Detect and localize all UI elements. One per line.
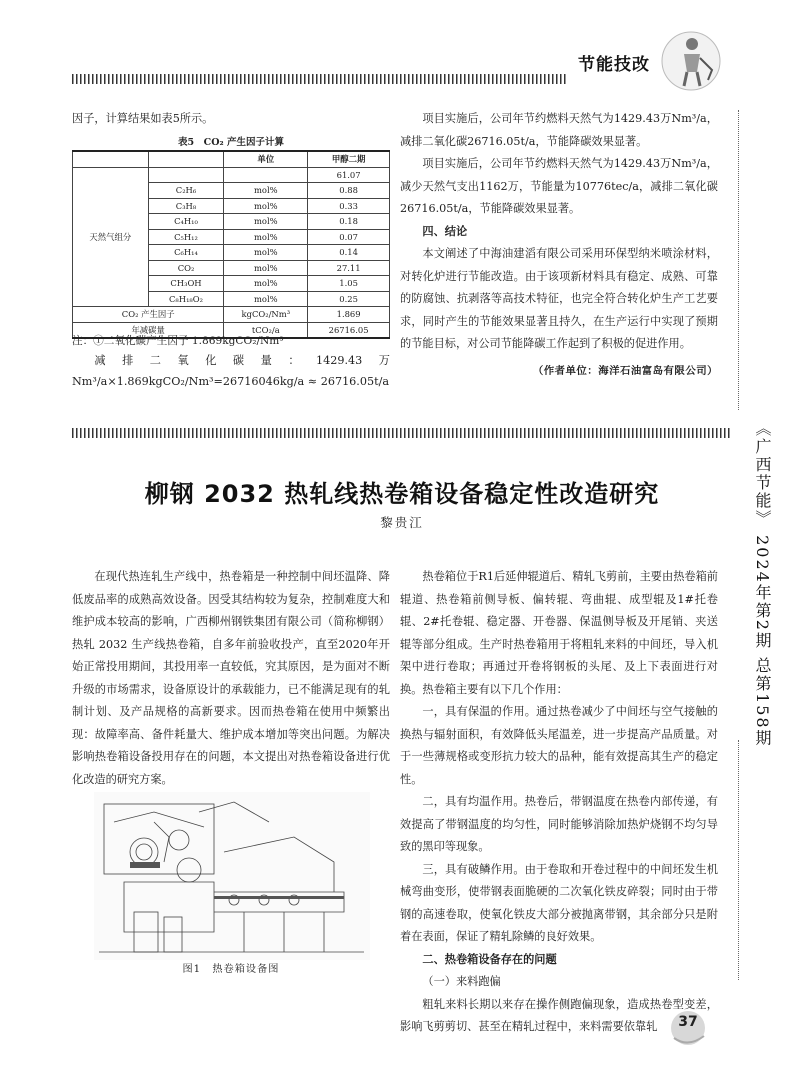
page-number: 37 (678, 1014, 698, 1030)
journal-sidebar: 《广西节能》 2024年第2期 总第158期 (753, 420, 772, 748)
table-cell: mol% (224, 245, 308, 261)
table-cell: 0.25 (308, 291, 390, 307)
conclusion-heading: 四、结论 (422, 224, 468, 238)
hot-coil-box-figure (94, 792, 370, 960)
table-cell: 年减碳量 (73, 322, 224, 338)
table-cell: 1.869 (308, 307, 390, 323)
table-header-empty (73, 151, 149, 167)
author-affiliation: （作者单位：海洋石油富岛有限公司） (532, 365, 718, 377)
table-header: 甲醇二期 (308, 151, 390, 167)
table-row (73, 167, 390, 183)
table-cell: 61.07 (308, 167, 390, 183)
table-cell: C₆H₁₄ (148, 245, 224, 261)
table-note: 注：①二氧化碳产生因子 1.869kgCO₂/Nm³ (72, 335, 284, 347)
article-author: 黎贵江 (380, 515, 424, 530)
table-cell: C₈H₁₈O₂ (148, 291, 224, 307)
article-title: 柳钢 2032 热轧线热卷箱设备稳定性改造研究 (144, 480, 660, 508)
co2-factor-table (72, 150, 390, 339)
table-cell: C₃H₈ (148, 198, 224, 214)
paragraph: 粗轧来料长期以来存在操作侧跑偏现象，造成热卷型变差，影响飞剪剪切、甚至在精轧过程中，来料需要依靠轧 (400, 997, 718, 1033)
table-cell: mol% (224, 291, 308, 307)
subsection-heading: （一）来料跑偏 (422, 975, 501, 988)
table-cell: CO₂ 产生因子 (73, 307, 224, 323)
table-cell: 27.11 (308, 260, 390, 276)
table-cell: mol% (224, 183, 308, 199)
table-cell: 1.05 (308, 276, 390, 292)
table-cell: kgCO₂/Nm³ (224, 307, 308, 323)
table-cell (224, 167, 308, 183)
paragraph: 在现代热连轧生产线中，热卷箱是一种控制中间坯温降、降低废品率的成熟高效设备。因受其结构较为复杂，控制难度大和维护成本较高的影响，广西柳州钢铁集团有限公司（简称柳钢）热轧 2032 生产线热卷箱，自多年前验收投产，直至2020年开始正常投用期间，其投用率一直较低，究其原因，是为面对不断升级的市场需求，设备原设计的承载能力，已不能满足现有的轧制计划、及产品规格的高新要求。因而热卷箱在使用中频繁出现：故障率高、备件耗量大、维护成本增加等突出问题。为解决影响热卷箱设备投用存在的问题，本文提出对热卷箱设备进行优化改造的研究方案。 (72, 570, 390, 786)
table-cell: mol% (224, 229, 308, 245)
table-header-empty (148, 151, 224, 167)
table-cell: mol% (224, 276, 308, 292)
table-cell: tCO₂/a (224, 322, 308, 338)
table-cell (148, 167, 224, 183)
table-cell: mol% (224, 198, 308, 214)
table-cell: CO₂ (148, 260, 224, 276)
table-cell: 0.07 (308, 229, 390, 245)
paragraph: 本文阐述了中海油建滔有限公司采用环保型纳米喷涂材料，对转化炉进行节能改造。由于该项新材料具有稳定、成熟、可靠的防腐蚀、抗剥落等高技术特征，也完全符合转化炉生产工艺要求，同时产生的节能效果显著且持久，在生产运行中实现了预期的节能目标，对公司节能降碳工作起到了积极的促进作用。 (400, 247, 718, 350)
calculation-text: 减排二氧化碳量：1429.43万 Nm³/a×1.869kgCO₂/Nm³=26716046kg/a ≈ 26716.05t/a (72, 354, 390, 388)
figure-caption: 图1 热卷箱设备图 (182, 964, 280, 975)
paragraph: 项目实施后，公司年节约燃料天然气为1429.43万Nm³/a，减排二氧化碳26716.05t/a，节能降碳效果显著。 (400, 112, 718, 148)
paragraph: 项目实施后，公司年节约燃料天然气为1429.43万Nm³/a，减少天然气支出1162万，节能量为10776tec/a，减排二氧化碳26716.05t/a，节能降碳效果显著。 (400, 157, 718, 215)
table-caption: 表5 CO₂ 产生因子计算 (178, 137, 284, 148)
paragraph: 三，具有破鳞作用。由于卷取和开卷过程中的中间坯发生机械弯曲变形，使带钢表面脆硬的二次氧化铁皮碎裂；同时由于带钢的高速卷取，使氧化铁皮大部分被抛离带钢，其余部分只是附着在表面，保证了精轧除鳞的良好效果。 (400, 862, 718, 943)
table-group-label: 天然气组分 (73, 167, 149, 307)
table-cell: mol% (224, 260, 308, 276)
top-right-column (400, 108, 718, 356)
section-heading: 二、热卷箱设备存在的问题 (422, 952, 557, 966)
section-title: 节能技改 (578, 55, 650, 75)
table-cell: C₅H₁₂ (148, 229, 224, 245)
table-cell: CH₃OH (148, 276, 224, 292)
table-cell: C₂H₆ (148, 183, 224, 199)
header-rule (72, 74, 567, 84)
top-left-intro: 因子，计算结果如表5所示。 (72, 112, 214, 125)
sidebar-rule-bottom (738, 740, 739, 980)
table-header-row (73, 151, 390, 167)
table-cell: 0.88 (308, 183, 390, 199)
paragraph: 二，具有均温作用。热卷后，带钢温度在热卷内部传递，有效提高了带钢温度的均匀性，同时能够消除加热炉烧钢不均匀导致的黑印等现象。 (400, 795, 718, 853)
table-header: 单位 (224, 151, 308, 167)
paragraph: 一，具有保温的作用。通过热卷减少了中间坯与空气接触的换热与辐射面积，有效降低头尾温差，进一步提高产品质量。对于一些薄规格或变形抗力较大的品种，能有效提高其生产的稳定性。 (400, 705, 718, 786)
table-cell: 0.18 (308, 214, 390, 230)
bottom-left-column (72, 566, 390, 814)
table-cell: 0.33 (308, 198, 390, 214)
bottom-right-column (400, 566, 718, 1039)
paragraph: 热卷箱位于R1后延伸辊道后、精轧飞剪前，主要由热卷箱前辊道、热卷箱前侧导板、偏转辊、弯曲辊、成型辊及1#托卷辊、2#托卷辊、稳定器、开卷器、保温侧导板及开尾销、夹送辊等部分组成。生产时热卷箱用于将粗轧来料的中间坯，导入机架中进行卷取；再通过开卷将钢板的头尾、及上下表面进行对换。热卷箱主要有以下几个作用： (400, 570, 718, 696)
table-cell: 0.14 (308, 245, 390, 261)
table-cell: 26716.05 (308, 322, 390, 338)
table-cell: mol% (224, 214, 308, 230)
table-row (73, 307, 390, 323)
sidebar-rule-top (738, 110, 739, 410)
article-divider (72, 428, 732, 438)
table-cell: C₄H₁₀ (148, 214, 224, 230)
mascot-icon (660, 30, 722, 92)
